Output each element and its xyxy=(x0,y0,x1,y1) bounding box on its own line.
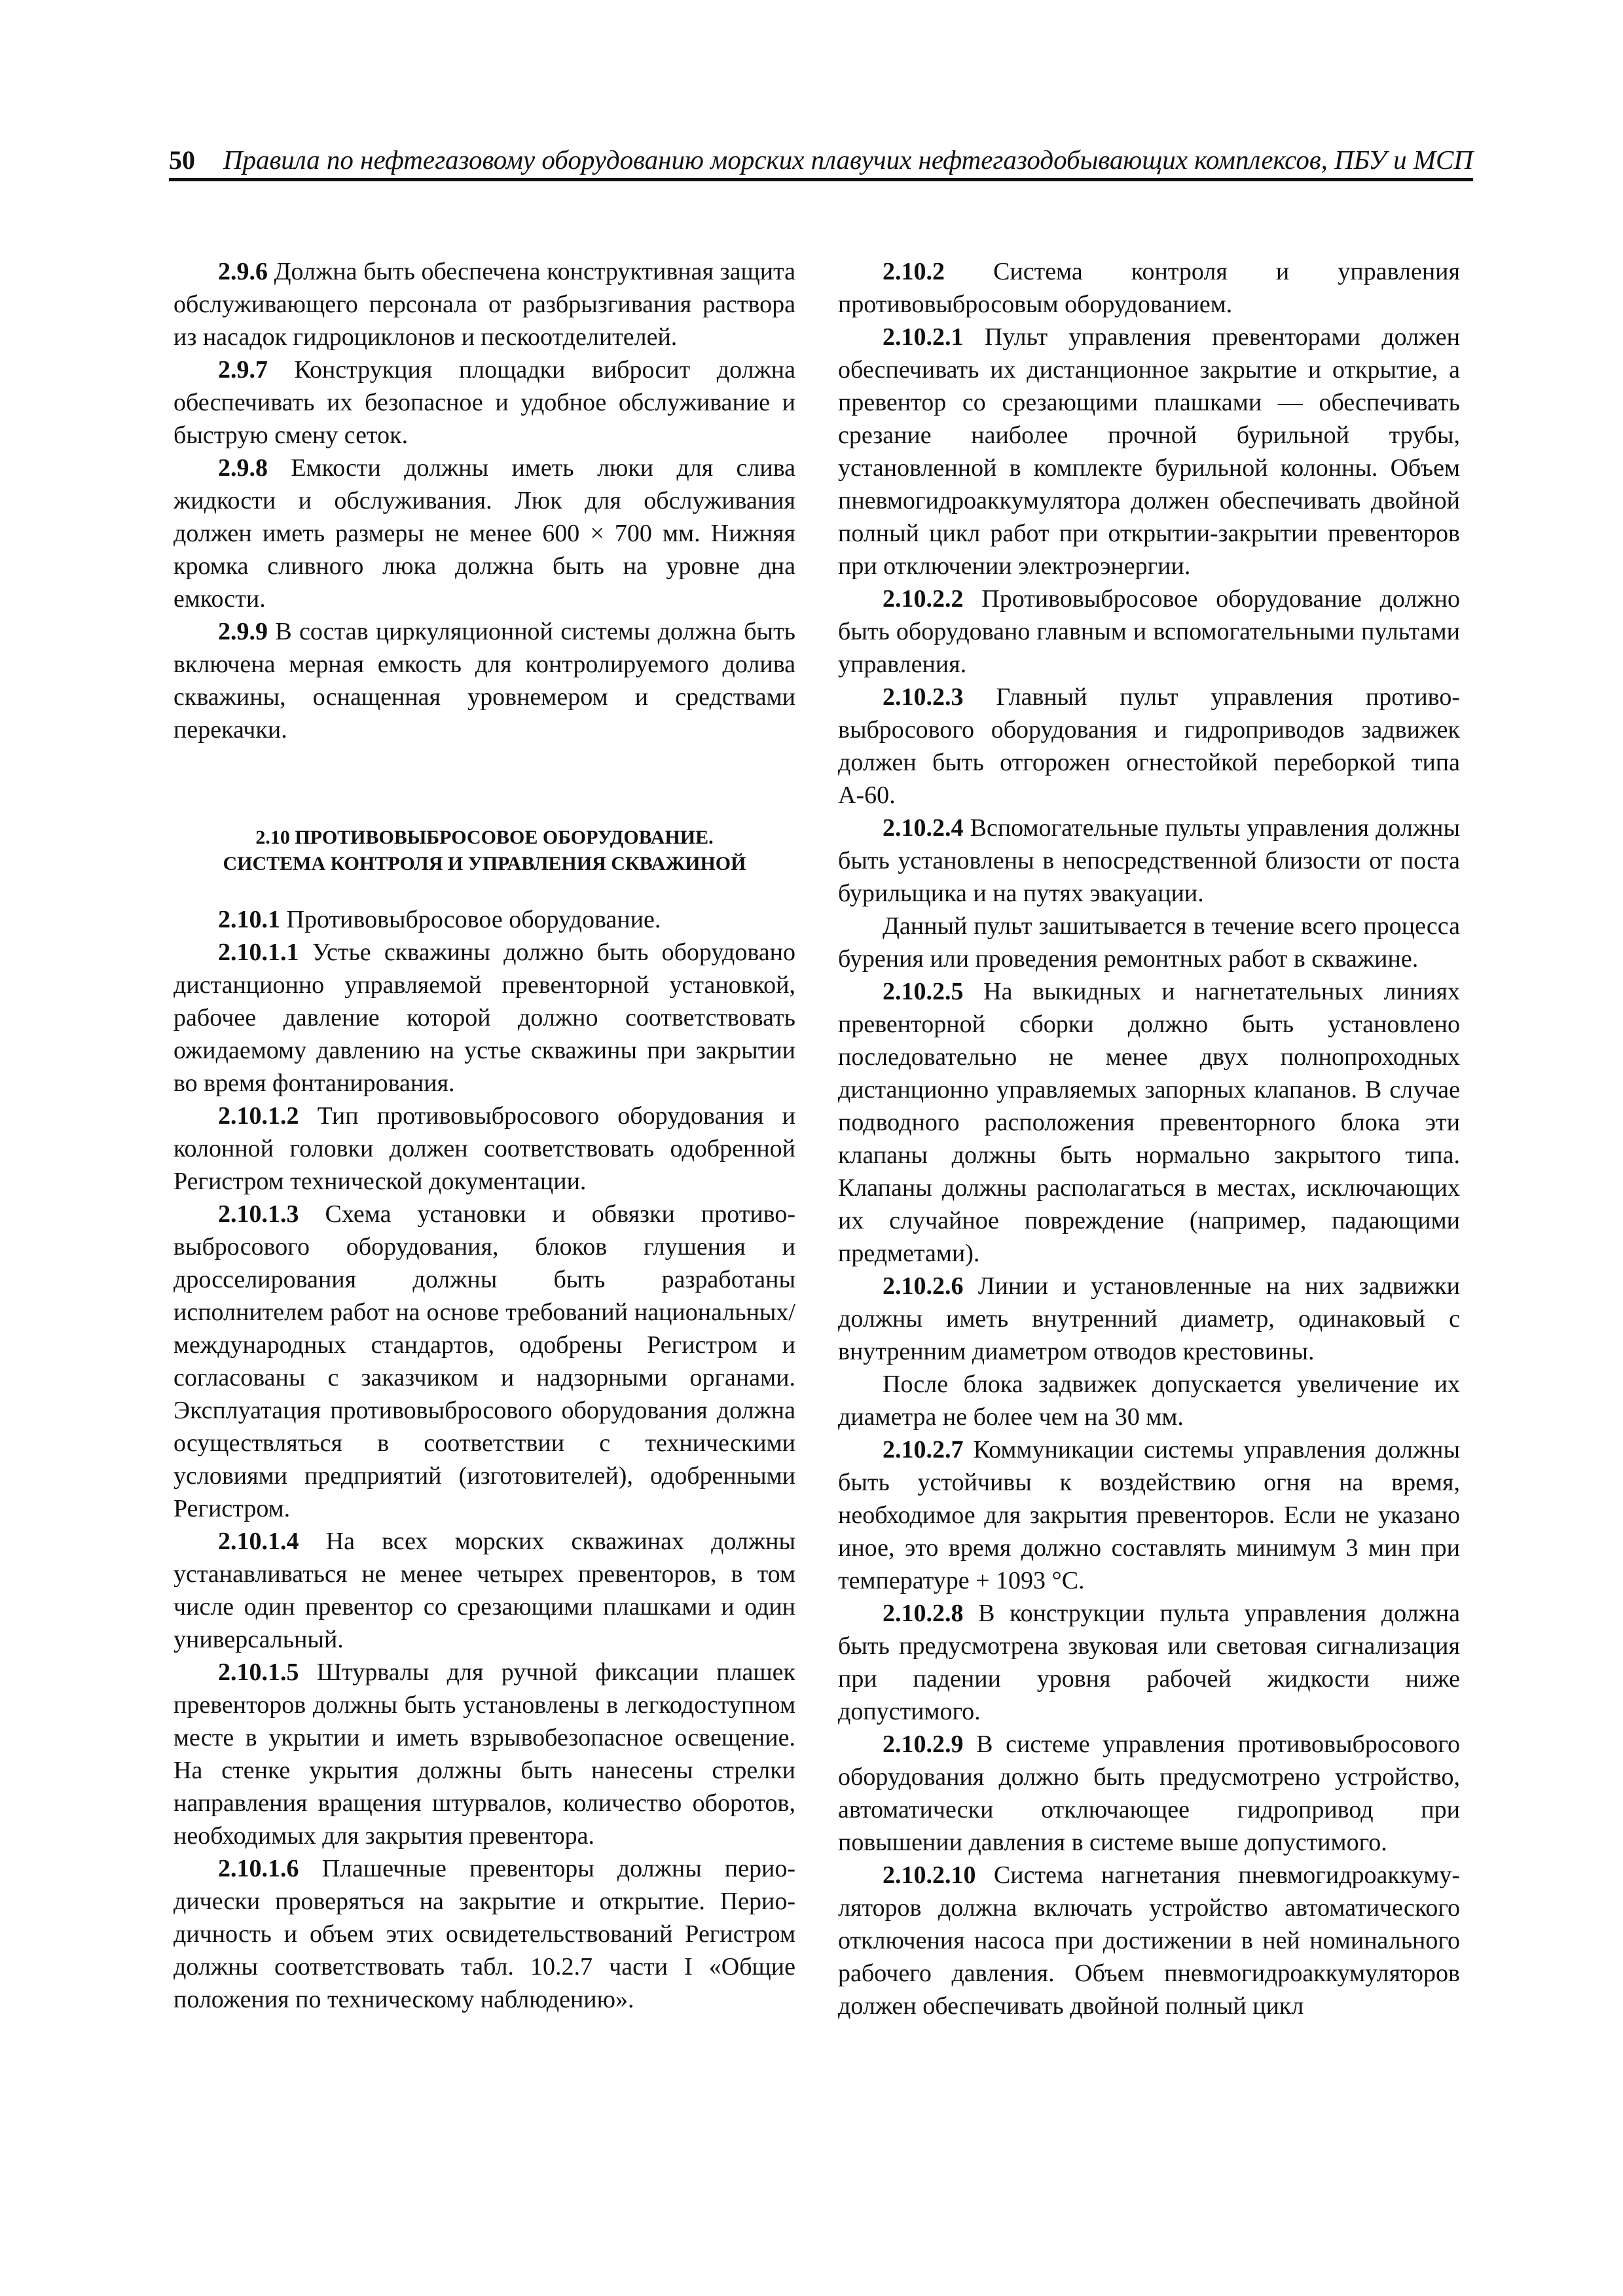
paragraph-2-9-7 xyxy=(173,353,795,452)
paragraph-text: Линии и установленные на них задвижки должны иметь внутренний диаметр, одинаковый с внутренним диаметром отводов крестовины. xyxy=(838,1272,1460,1365)
paragraph-2-9-9 xyxy=(173,615,795,746)
paragraph-text: Емкости должны иметь люки для слива жидкости и обслуживания. Люк для обслуживания должен иметь размеры не менее 600 × 700 мм. Нижняя кромка сливного люка должна быть на уровне дна емкости. xyxy=(173,454,795,613)
clause-number: 2.9.9 xyxy=(218,618,268,645)
clause-number: 2.10.2.8 xyxy=(883,1600,964,1627)
section-heading xyxy=(173,825,795,877)
paragraph-text: Противовыбросовое оборудование. xyxy=(280,906,661,933)
clause-number: 2.10.1.1 xyxy=(218,939,299,966)
paragraph-text: Коммуникации системы управления должны быть устойчивы к воздействию огня на время, необходимое для закрытия превенторов. Если не указано иное, это время должно составлять минимум 3 мин при температуре + 1093 °С. xyxy=(838,1436,1460,1594)
clause-number: 2.10.1.3 xyxy=(218,1200,299,1228)
paragraph-2-10-2-10 xyxy=(838,1859,1460,2022)
clause-number: 2.10.2.1 xyxy=(883,323,964,351)
paragraph-2-10-1-3 xyxy=(173,1198,795,1525)
paragraph-text: После блока задвижек допускается увеличение их диаметра не более чем на 30 мм. xyxy=(838,1371,1460,1431)
clause-number: 2.10.2 xyxy=(883,258,945,285)
paragraph-2-10-1-6 xyxy=(173,1852,795,2016)
clause-number: 2.10.2.7 xyxy=(883,1436,964,1463)
paragraph-2-10-2 xyxy=(838,255,1460,321)
paragraph-2-10-2-7 xyxy=(838,1433,1460,1597)
paragraph-2-10-2-5 xyxy=(838,975,1460,1270)
right-column xyxy=(838,255,1460,2022)
paragraph-2-10-1-4 xyxy=(173,1525,795,1656)
paragraph-text: В состав циркуляционной системы должна быть включена мерная емкость для контролируемого долива скважины, оснащенная уровнемером и средствами перекачки. xyxy=(173,618,795,744)
paragraph-2-10-1-5 xyxy=(173,1656,795,1852)
paragraph-text: Тип противовыбросового оборудования и колонной головки должен соответствовать одобренной Регистром технической документации. xyxy=(173,1102,795,1195)
clause-number: 2.10.1.4 xyxy=(218,1528,299,1555)
paragraph-2-10-1 xyxy=(173,903,795,936)
clause-number: 2.9.6 xyxy=(218,258,268,285)
clause-number: 2.10.2.9 xyxy=(883,1731,964,1758)
paragraph-2-10-2-8 xyxy=(838,1597,1460,1728)
clause-number: 2.10.1.5 xyxy=(218,1659,299,1686)
clause-number: 2.10.2.4 xyxy=(883,814,964,842)
clause-number: 2.10.1 xyxy=(218,906,280,933)
paragraph-2-10-2-1 xyxy=(838,321,1460,583)
paragraph-2-10-2-6 xyxy=(838,1270,1460,1368)
paragraph-text: На всех морских скважинах должны устанавливаться не менее четырех превенторов, в том числе один превентор со срезающими плашками и один универсальный. xyxy=(173,1528,795,1653)
page-header xyxy=(169,137,1473,181)
clause-number: 2.10.1.2 xyxy=(218,1102,299,1130)
running-title: Правила по нефтегазовому оборудованию морских плавучих нефтегазодобывающих комплексов, ПБУ и МСП xyxy=(223,145,1473,175)
paragraph-2-10-1-1 xyxy=(173,936,795,1100)
paragraph-text: Система контроля и управления противовыбросовым оборудованием. xyxy=(838,258,1460,318)
paragraph-2-10-1-2 xyxy=(173,1100,795,1198)
paragraph-continuation xyxy=(838,1368,1460,1433)
clause-number: 2.10.2.6 xyxy=(883,1272,964,1300)
paragraph-2-10-2-9 xyxy=(838,1728,1460,1859)
paragraph-2-10-2-3 xyxy=(838,681,1460,812)
clause-number: 2.10.2.10 xyxy=(883,1861,976,1889)
paragraph-text: Главный пульт управления противовыбросового оборудования и гидроприводов задвижек должен быть отгорожен огнестойкой переборкой типа А-60. xyxy=(838,683,1460,809)
paragraph-text: Конструкция площадки вибросит должна обеспечивать их безопасное и удобное обслуживание и быструю смену сеток. xyxy=(173,356,795,449)
paragraph-text: Штурвалы для ручной фиксации плашек превенторов должны быть установлены в легкодоступном месте в укрытии и иметь взрывобезопасное освещение. На стенке укрытия должны быть нанесены стрелки направления вращения штурвалов, количество оборотов, необходимых для закрытия превентора. xyxy=(173,1659,795,1850)
paragraph-2-10-2-2 xyxy=(838,583,1460,681)
paragraph-text: Плашечные превенторы должны периодически проверяться на закрытие и открытие. Периодичность и объем этих освидетельствований Регистром должны соответствовать табл. 10.2.7 части I «Общие положения по техническому наблюдению». xyxy=(173,1855,795,2013)
page-number: 50 xyxy=(169,145,195,175)
clause-number: 2.9.7 xyxy=(218,356,268,384)
section-heading-line-1: 2.10 ПРОТИВОВЫБРОСОВОЕ ОБОРУДОВАНИЕ. xyxy=(255,827,714,848)
paragraph-continuation xyxy=(838,910,1460,975)
paragraph-text: Противовыбросовое оборудование должно быть оборудовано главным и вспомогательными пультами управления. xyxy=(838,585,1460,678)
paragraph-text: Вспомогательные пульты управления должны быть установлены в непосредственной близости от поста бурильщика и на путях эвакуации. xyxy=(838,814,1460,907)
paragraph-2-9-6 xyxy=(173,255,795,353)
paragraph-text: Система нагнетания пневмогидроаккумуляторов должна включать устройство автоматического отключения насоса при достижении в ней номинального рабочего давления. Объем пневмогидроаккумуляторов должен обеспечивать двойной полный цикл xyxy=(838,1861,1460,2020)
paragraph-text: В системе управления противовыбросового оборудования должно быть предусмотрено устройство, автоматически отключающее гидропривод при повышении давления в системе выше допустимого. xyxy=(838,1731,1460,1856)
left-column xyxy=(173,255,795,2016)
paragraph-text: Данный пульт зашитывается в течение всего процесса бурения или проведения ремонтных работ в скважине. xyxy=(838,912,1460,973)
paragraph-2-10-2-4 xyxy=(838,812,1460,910)
clause-number: 2.9.8 xyxy=(218,454,268,482)
paragraph-text: В конструкции пульта управления должна быть предусмотрена звуковая или световая сигнализация при падении уровня рабочей жидкости ниже допустимого. xyxy=(838,1600,1460,1725)
clause-number: 2.10.2.3 xyxy=(883,683,964,711)
clause-number: 2.10.2.5 xyxy=(883,978,964,1005)
paragraph-text: Схема установки и обвязки противовыбросового оборудования, блоков глушения и дросселирования должны быть разработаны исполнителем работ на основе требований национальных/международных стандартов, одобрены Регистром и согласованы с заказчиком и надзорными органами. Эксплуатация противовыбросового оборудования должна осуществляться в соответствии с техническими условиями предприятий (изготовителей), одобренными Регистром. xyxy=(173,1200,795,1522)
paragraph-text: Должна быть обеспечена конструктивная защита обслуживающего персонала от разбрызгивания раствора из насадок гидроциклонов и пескоотделителей. xyxy=(173,258,795,351)
clause-number: 2.10.2.2 xyxy=(883,585,964,613)
paragraph-text: На выкидных и нагнетательных линиях превенторной сборки должно быть установлено последовательно не менее двух полнопроходных дистанционно управляемых запорных клапанов. В случае подводного расположения превенторного блока эти клапаны должны быть нормально закрытого типа. Клапаны должны располагаться в местах, исключающих их случайное повреждение (например, падающими предметами). xyxy=(838,978,1460,1267)
paragraph-text: Устье скважины должно быть оборудовано дистанционно управляемой превенторной установкой, рабочее давление которой должно соответствовать ожидаемому давлению на устье скважины при закрытии во время фонтанирования. xyxy=(173,939,795,1097)
clause-number: 2.10.1.6 xyxy=(218,1855,299,1882)
paragraph-text: Пульт управления превенторами должен обеспечивать их дистанционное закрытие и открытие, а превентор со срезающими плашками — обеспечивать срезание наиболее прочной бурильной трубы, установленной в комплекте бурильной колонны. Объем пневмогидроаккумулятора должен обеспечивать двойной полный цикл работ при открытии-закрытии превенторов при отключении электроэнергии. xyxy=(838,323,1460,580)
paragraph-2-9-8 xyxy=(173,452,795,615)
section-heading-line-2: СИСТЕМА КОНТРОЛЯ И УПРАВЛЕНИЯ СКВАЖИНОЙ xyxy=(223,853,746,874)
